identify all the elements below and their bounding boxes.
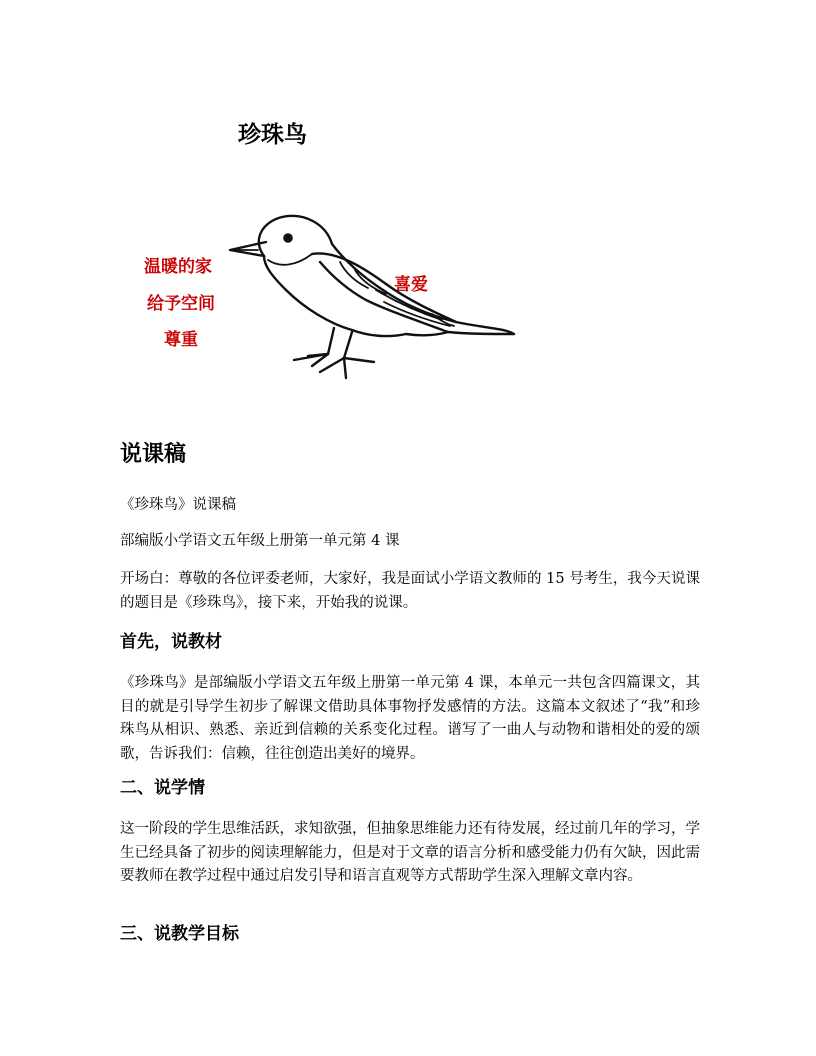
section-heading-objectives: 三、说教学目标 — [120, 924, 239, 944]
page-title: 珍珠鸟 — [238, 122, 307, 148]
section-heading-students: 二、说学情 — [120, 778, 205, 798]
textbook-line: 部编版小学语文五年级上册第一单元第 4 课 — [120, 533, 400, 549]
main-heading: 说课稿 — [120, 442, 187, 467]
section-body-students: 这一阶段的学生思维活跃，求知欲强，但抽象思维能力还有待发展，经过前几年的学习，学生已经具备了初步的阅读理解能力，但是对于文章的语言分析和感受能力仍有欠缺，因此需要教师在教学过程中通过启发引导和语言直观等方式帮助学生深入理解文章内容。 — [120, 821, 700, 884]
section-body-textbook: 《珍珠鸟》是部编版小学语文五年级上册第一单元第 4 课，本单元一共包含四篇课文，其目的就是引导学生初步了解课文借助具体事物抒发感情的方法。这篇本文叙述了“我”和珍珠鸟从相识、熟悉、亲近到信赖的关系变化过程。谱写了一曲人与动物和谐相处的爱的颂歌，告诉我们：信赖，往往创造出美好的境界。 — [120, 675, 700, 762]
label-warm-home: 温暖的家 — [144, 257, 212, 277]
doc-title-line: 《珍珠鸟》说课稿 — [120, 497, 236, 513]
label-give-space: 给予空间 — [147, 294, 215, 314]
section-heading-textbook: 首先，说教材 — [120, 632, 222, 652]
opening-paragraph: 开场白：尊敬的各位评委老师，大家好，我是面试小学语文教师的 15 号考生，我今天说课的题目是《珍珠鸟》，接下来，开始我的说课。 — [120, 571, 700, 611]
label-respect: 尊重 — [164, 330, 198, 350]
pearl-bird-illustration — [228, 210, 518, 382]
label-love: 喜爱 — [394, 275, 428, 295]
bird-figure — [120, 200, 480, 390]
